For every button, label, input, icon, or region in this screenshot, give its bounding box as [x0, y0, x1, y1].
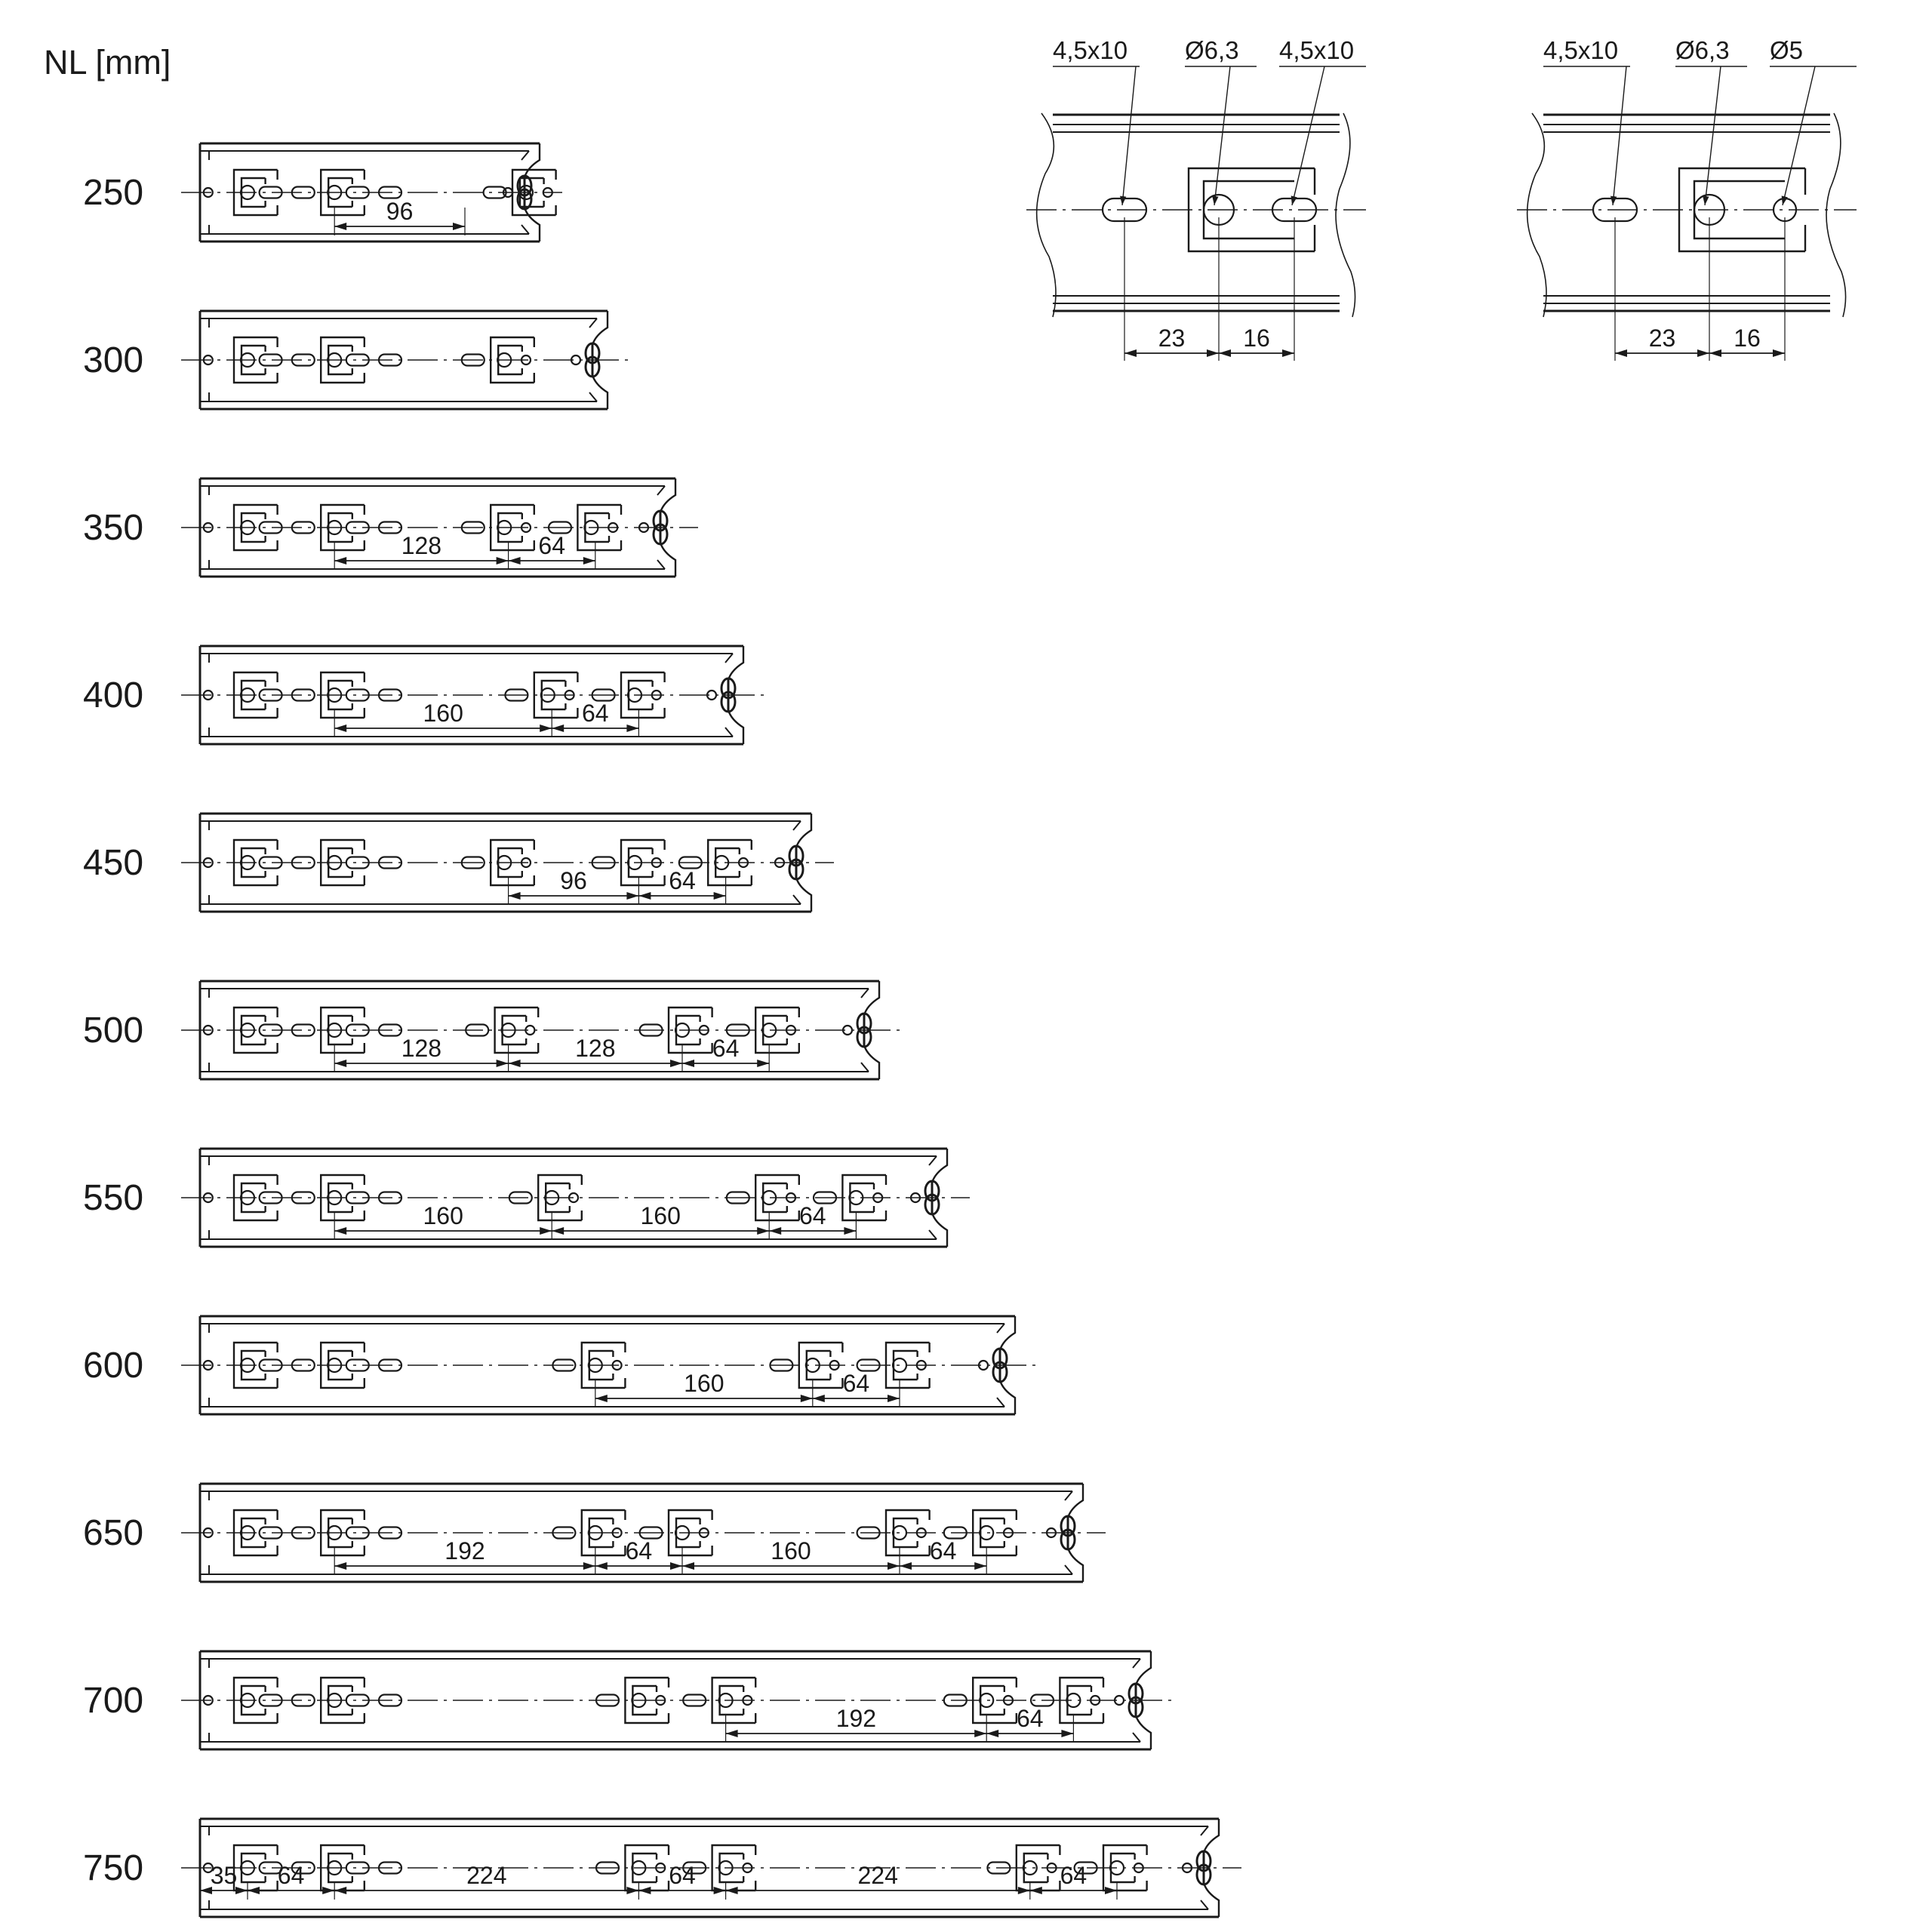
- nl-label: 550: [83, 1178, 144, 1218]
- leader-arrow: [1613, 66, 1626, 205]
- callout-label: 4,5x10: [1279, 36, 1355, 64]
- dim-arrow: [626, 724, 638, 732]
- dim-arrow: [334, 724, 346, 732]
- dim-arrow: [552, 1227, 564, 1235]
- leader-arrow: [1292, 66, 1324, 205]
- dim-arrow: [552, 724, 564, 732]
- dim-arrow: [682, 1060, 694, 1067]
- dim-arrow: [334, 223, 346, 230]
- rail-700: [83, 1651, 1174, 1749]
- dimension-chain: [334, 532, 595, 570]
- dimension-value: 64: [582, 700, 609, 727]
- dim-arrow: [1219, 349, 1231, 357]
- nl-label: 350: [83, 508, 144, 548]
- dim-arrow: [1773, 349, 1785, 357]
- dim-arrow: [1207, 349, 1219, 357]
- break-line: [1336, 113, 1355, 317]
- rail-550: [83, 1149, 970, 1247]
- rail-750: [83, 1819, 1241, 1917]
- dim-arrow: [986, 1730, 998, 1737]
- leader-arrow: [1705, 66, 1721, 205]
- rail-300: [83, 311, 630, 409]
- dim-arrow: [509, 892, 521, 900]
- callout-label: Ø6,3: [1675, 36, 1730, 64]
- dimension-value: 160: [684, 1370, 724, 1397]
- dimension-value: 23: [1158, 325, 1186, 352]
- round-hole: [980, 1694, 993, 1707]
- dim-arrow: [1709, 349, 1721, 357]
- dim-arrow: [248, 1887, 260, 1894]
- dim-arrow: [726, 1887, 738, 1894]
- dim-arrow: [714, 892, 726, 900]
- dimension-value: 35: [210, 1862, 238, 1889]
- dim-arrow: [626, 892, 638, 900]
- callout-label: 4,5x10: [1543, 36, 1619, 64]
- nl-label: 500: [83, 1011, 144, 1051]
- dimension-value: 192: [445, 1537, 485, 1564]
- unit-label: NL [mm]: [44, 43, 171, 82]
- nl-label: 250: [83, 173, 144, 213]
- dimension-chain: [595, 1370, 900, 1407]
- dim-arrow: [334, 1562, 346, 1570]
- dimension-value: 128: [401, 1035, 442, 1062]
- leader-arrow: [1783, 66, 1815, 205]
- break-line: [1527, 113, 1546, 317]
- dim-arrow: [974, 1562, 986, 1570]
- dim-arrow: [509, 1060, 521, 1067]
- dimension-value: 160: [423, 700, 463, 727]
- dim-arrow: [595, 1395, 608, 1402]
- rail-450: [83, 814, 834, 912]
- dimension-value: 64: [929, 1537, 957, 1564]
- dimension-value: 96: [386, 198, 414, 225]
- dim-arrow: [583, 557, 595, 565]
- leader-arrow: [1214, 66, 1230, 205]
- dim-arrow: [726, 1730, 738, 1737]
- rail-350: [83, 478, 698, 577]
- dimension-value: 160: [771, 1537, 811, 1564]
- dimension-value: 64: [625, 1537, 653, 1564]
- dim-arrow: [1105, 1887, 1117, 1894]
- dim-arrow: [1615, 349, 1627, 357]
- dimension-value: 128: [401, 532, 442, 559]
- dimension-chain: [509, 867, 726, 905]
- nl-label: 700: [83, 1681, 144, 1721]
- dim-arrow: [1124, 349, 1137, 357]
- dim-arrow: [540, 724, 552, 732]
- dim-arrow: [769, 1227, 781, 1235]
- dim-arrow: [1061, 1730, 1073, 1737]
- dim-arrow: [638, 892, 651, 900]
- dim-arrow: [509, 557, 521, 565]
- rail-500: [83, 981, 902, 1079]
- rail-600: [83, 1316, 1038, 1414]
- dim-arrow: [1018, 1887, 1030, 1894]
- dim-arrow: [497, 1060, 509, 1067]
- dim-arrow: [334, 1060, 346, 1067]
- dim-arrow: [1697, 349, 1709, 357]
- dimension-value: 160: [423, 1202, 463, 1229]
- detail-a: [1026, 36, 1366, 361]
- dimension-value: 64: [669, 1862, 696, 1889]
- dim-arrow: [888, 1395, 900, 1402]
- break-line: [1826, 113, 1846, 317]
- dimension-value: 16: [1734, 325, 1761, 352]
- leader-arrow: [1122, 66, 1136, 205]
- dim-arrow: [670, 1562, 682, 1570]
- dim-arrow: [322, 1887, 334, 1894]
- dimension-value: 224: [857, 1862, 898, 1889]
- nl-label: 650: [83, 1513, 144, 1553]
- dim-arrow: [801, 1395, 813, 1402]
- dim-arrow: [583, 1562, 595, 1570]
- callout-label: Ø6,3: [1185, 36, 1239, 64]
- dim-arrow: [888, 1562, 900, 1570]
- dim-arrow: [1030, 1887, 1042, 1894]
- dim-arrow: [757, 1227, 769, 1235]
- dimension-value: 96: [560, 867, 587, 894]
- detail-b: [1517, 36, 1857, 361]
- nl-label: 450: [83, 843, 144, 883]
- dim-arrow: [670, 1060, 682, 1067]
- dimension-value: 64: [277, 1862, 305, 1889]
- dim-arrow: [595, 1562, 608, 1570]
- dimension-value: 224: [466, 1862, 507, 1889]
- dimension-value: 16: [1243, 325, 1270, 352]
- rail-650: [83, 1484, 1106, 1582]
- round-hole: [980, 1526, 993, 1540]
- nl-label: 300: [83, 340, 144, 380]
- dimension-value: 128: [575, 1035, 616, 1062]
- dimension-value: 64: [842, 1370, 870, 1397]
- dim-arrow: [682, 1562, 694, 1570]
- dimension-value: 64: [712, 1035, 740, 1062]
- nl-label: 600: [83, 1346, 144, 1386]
- rail-400: [83, 646, 766, 744]
- break-line: [1037, 113, 1056, 317]
- nl-label: 400: [83, 675, 144, 715]
- dimension-value: 192: [835, 1705, 877, 1732]
- dimension-value: 64: [799, 1202, 826, 1229]
- dim-arrow: [540, 1227, 552, 1235]
- dim-arrow: [757, 1060, 769, 1067]
- dim-arrow: [813, 1395, 825, 1402]
- dimension-value: 64: [538, 532, 565, 559]
- rail-250: [83, 143, 562, 242]
- dim-arrow: [497, 557, 509, 565]
- dim-arrow: [844, 1227, 856, 1235]
- dim-arrow: [900, 1562, 912, 1570]
- dim-arrow: [974, 1730, 986, 1737]
- dim-arrow: [626, 1887, 638, 1894]
- dim-arrow: [714, 1887, 726, 1894]
- dim-arrow: [1282, 349, 1294, 357]
- dimension-value: 23: [1648, 325, 1676, 352]
- dim-arrow: [453, 223, 465, 230]
- dimension-chain: [334, 700, 638, 737]
- dim-arrow: [235, 1887, 248, 1894]
- callout-label: 4,5x10: [1053, 36, 1128, 64]
- dimension-chain: [726, 1705, 1074, 1743]
- dimension-value: 64: [1060, 1862, 1088, 1889]
- dimension-value: 160: [640, 1202, 681, 1229]
- dim-arrow: [334, 1227, 346, 1235]
- dimension-chain: [334, 198, 465, 235]
- dim-arrow: [334, 1887, 346, 1894]
- dim-arrow: [334, 557, 346, 565]
- dim-arrow: [638, 1887, 651, 1894]
- dimension-value: 64: [669, 867, 696, 894]
- dimension-value: 64: [1017, 1705, 1044, 1732]
- nl-label: 750: [83, 1848, 144, 1888]
- callout-label: Ø5: [1770, 36, 1804, 64]
